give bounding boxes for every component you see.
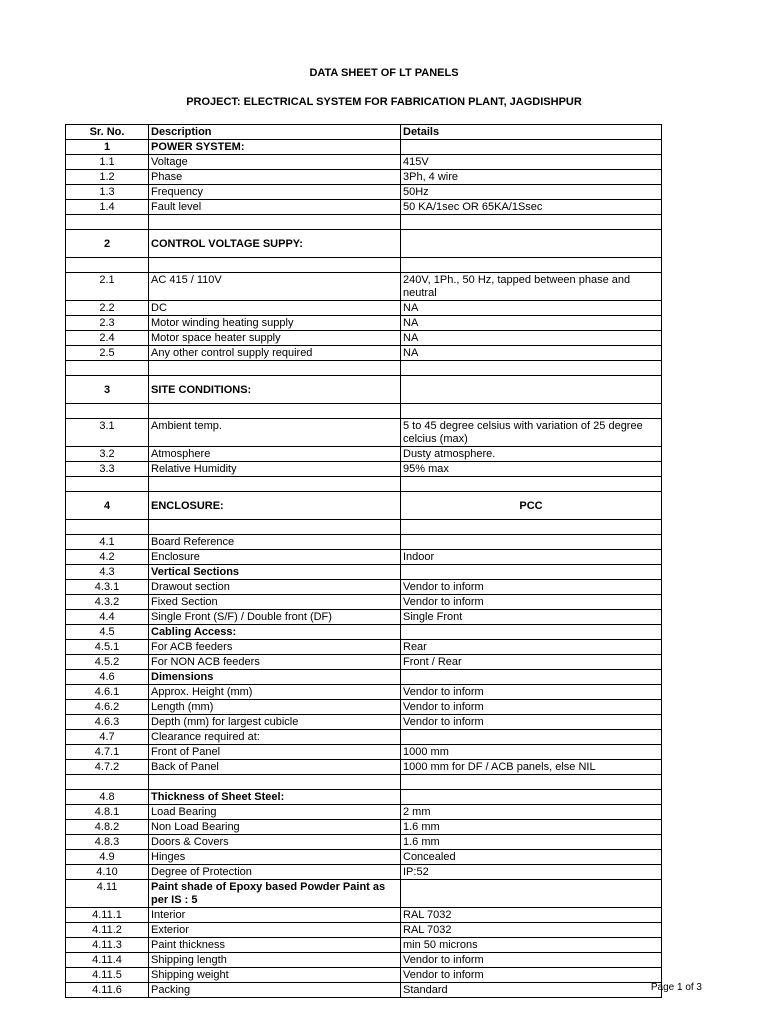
sr-cell: 4.11.2 [66,923,149,938]
details-cell: Vendor to inform [401,715,662,730]
page-number: Page 1 of 3 [650,982,702,993]
description-cell: Any other control supply required [149,346,401,361]
description-cell: Shipping weight [149,968,401,983]
details-cell: Vendor to inform [401,700,662,715]
sr-cell [66,258,149,273]
description-cell: Enclosure [149,550,401,565]
details-cell: 95% max [401,462,662,477]
description-cell: AC 415 / 110V [149,273,401,301]
table-row [66,923,662,938]
description-cell: Frequency [149,185,401,200]
description-cell: Load Bearing [149,805,401,820]
sr-cell: 4.4 [66,610,149,625]
description-cell [149,775,401,790]
table-row [66,850,662,865]
sr-cell: 4.6.3 [66,715,149,730]
sr-cell [66,215,149,230]
table-row [66,404,662,419]
description-cell: Degree of Protection [149,865,401,880]
table-row [66,685,662,700]
details-cell [401,625,662,640]
sr-cell: 4.6.2 [66,700,149,715]
table-row [66,760,662,775]
table-row [66,790,662,805]
table-header-row [66,125,662,140]
description-cell: Shipping length [149,953,401,968]
sr-cell: 4 [66,492,149,520]
description-cell: Hinges [149,850,401,865]
sr-cell: 4.7 [66,730,149,745]
details-cell: Vendor to inform [401,685,662,700]
sr-cell: 4.11.4 [66,953,149,968]
project-title: PROJECT: ELECTRICAL SYSTEM FOR FABRICATION PLANT, JAGDISHPUR [186,96,582,108]
description-cell: Depth (mm) for largest cubicle [149,715,401,730]
sr-cell: 3.2 [66,447,149,462]
details-cell [401,215,662,230]
table-row [66,820,662,835]
description-cell: Thickness of Sheet Steel: [149,790,401,805]
sr-cell: 4.7.2 [66,760,149,775]
data-sheet-table [65,124,662,998]
sr-cell: 4.3.2 [66,595,149,610]
description-cell: SITE CONDITIONS: [149,376,401,404]
details-cell: PCC [401,492,662,520]
table-row [66,258,662,273]
table-row [66,640,662,655]
table-row [66,670,662,685]
table-row [66,140,662,155]
details-cell [401,361,662,376]
table-row [66,492,662,520]
table-row [66,462,662,477]
sr-cell: 1.3 [66,185,149,200]
sr-cell: 4.6 [66,670,149,685]
sr-cell [66,520,149,535]
details-cell [401,880,662,908]
table-row [66,447,662,462]
details-cell: Standard [401,983,662,998]
table-row [66,655,662,670]
description-cell: Interior [149,908,401,923]
details-cell: min 50 microns [401,938,662,953]
table-row [66,376,662,404]
sr-cell: 2.1 [66,273,149,301]
sr-cell: 3 [66,376,149,404]
sr-cell: 4.8.1 [66,805,149,820]
table-row [66,550,662,565]
sr-cell: 4.11.6 [66,983,149,998]
table-row [66,215,662,230]
details-cell [401,140,662,155]
sr-cell: 2.4 [66,331,149,346]
sr-cell: 2.5 [66,346,149,361]
description-cell: POWER SYSTEM: [149,140,401,155]
sr-cell [66,404,149,419]
details-cell: 1.6 mm [401,835,662,850]
sr-cell: 2 [66,230,149,258]
table-row [66,346,662,361]
description-cell [149,361,401,376]
details-cell: Vendor to inform [401,580,662,595]
table-row [66,865,662,880]
details-cell: Concealed [401,850,662,865]
description-cell: Voltage [149,155,401,170]
table-row [66,230,662,258]
description-cell: Relative Humidity [149,462,401,477]
table-row [66,700,662,715]
details-cell: 2 mm [401,805,662,820]
description-cell: Paint thickness [149,938,401,953]
table-row [66,170,662,185]
details-cell: Single Front [401,610,662,625]
sr-cell: 4.5 [66,625,149,640]
sr-cell: 4.11.5 [66,968,149,983]
table-row [66,835,662,850]
details-cell: Vendor to inform [401,953,662,968]
table-row [66,419,662,447]
details-cell: 1.6 mm [401,820,662,835]
table-row [66,880,662,908]
table-row [66,565,662,580]
table-row [66,361,662,376]
table-row [66,610,662,625]
table-row [66,968,662,983]
description-cell [149,477,401,492]
description-cell: Cabling Access: [149,625,401,640]
header-details: Details [401,125,662,140]
table-row [66,983,662,998]
description-cell [149,404,401,419]
details-cell [401,520,662,535]
table-row [66,938,662,953]
details-cell: 240V, 1Ph., 50 Hz, tapped between phase and neutral [401,273,662,301]
table-row [66,316,662,331]
description-cell: Dimensions [149,670,401,685]
table-row [66,953,662,968]
sr-cell: 2.3 [66,316,149,331]
sr-cell: 4.11.1 [66,908,149,923]
table-row [66,715,662,730]
details-cell [401,775,662,790]
description-cell: Atmosphere [149,447,401,462]
description-cell: For NON ACB feeders [149,655,401,670]
sr-cell: 1.1 [66,155,149,170]
table-row [66,520,662,535]
description-cell: ENCLOSURE: [149,492,401,520]
table-row [66,185,662,200]
details-cell: 1000 mm for DF / ACB panels, else NIL [401,760,662,775]
details-cell: Rear [401,640,662,655]
details-cell: RAL 7032 [401,923,662,938]
description-cell: Exterior [149,923,401,938]
description-cell: CONTROL VOLTAGE SUPPY: [149,230,401,258]
description-cell: Length (mm) [149,700,401,715]
description-cell: Packing [149,983,401,998]
description-cell: Board Reference [149,535,401,550]
description-cell: Clearance required at: [149,730,401,745]
details-cell: 3Ph, 4 wire [401,170,662,185]
details-cell: Dusty atmosphere. [401,447,662,462]
sr-cell: 4.8.3 [66,835,149,850]
sr-cell: 3.3 [66,462,149,477]
description-cell: Fault level [149,200,401,215]
sr-cell: 2.2 [66,301,149,316]
table-row [66,580,662,595]
details-cell [401,258,662,273]
table-row [66,730,662,745]
sr-cell: 4.11 [66,880,149,908]
sr-cell: 4.8 [66,790,149,805]
details-cell: Vendor to inform [401,595,662,610]
sr-cell: 4.2 [66,550,149,565]
details-cell [401,376,662,404]
details-cell: 415V [401,155,662,170]
document-title: DATA SHEET OF LT PANELS [309,67,459,79]
description-cell: Ambient temp. [149,419,401,447]
details-cell: 5 to 45 degree celsius with variation of 25 degree celcius (max) [401,419,662,447]
sr-cell [66,775,149,790]
sr-cell: 1.2 [66,170,149,185]
description-cell [149,258,401,273]
description-cell: Front of Panel [149,745,401,760]
sr-cell: 4.1 [66,535,149,550]
table-row [66,477,662,492]
sr-cell: 3.1 [66,419,149,447]
description-cell: Paint shade of Epoxy based Powder Paint as per IS : 5 [149,880,401,908]
table-row [66,775,662,790]
header-sr-no: Sr. No. [66,125,149,140]
details-cell: IP:52 [401,865,662,880]
details-cell: 50Hz [401,185,662,200]
table-row [66,908,662,923]
sr-cell: 1.4 [66,200,149,215]
table-row [66,535,662,550]
sr-cell: 4.8.2 [66,820,149,835]
sr-cell: 4.6.1 [66,685,149,700]
table-row [66,155,662,170]
sr-cell: 4.9 [66,850,149,865]
sr-cell [66,477,149,492]
description-cell: For ACB feeders [149,640,401,655]
details-cell: 50 KA/1sec OR 65KA/1Ssec [401,200,662,215]
details-cell [401,535,662,550]
sr-cell: 4.5.2 [66,655,149,670]
description-cell: Drawout section [149,580,401,595]
table-row [66,745,662,760]
description-cell: Phase [149,170,401,185]
details-cell: NA [401,301,662,316]
details-cell: RAL 7032 [401,908,662,923]
sr-cell: 4.3 [66,565,149,580]
description-cell: Motor winding heating supply [149,316,401,331]
description-cell [149,520,401,535]
sr-cell: 4.5.1 [66,640,149,655]
description-cell: Non Load Bearing [149,820,401,835]
description-cell: Back of Panel [149,760,401,775]
description-cell: Single Front (S/F) / Double front (DF) [149,610,401,625]
details-cell [401,790,662,805]
sr-cell: 1 [66,140,149,155]
details-cell [401,404,662,419]
details-cell [401,730,662,745]
description-cell: Vertical Sections [149,565,401,580]
details-cell: NA [401,346,662,361]
table-row [66,331,662,346]
table-row [66,625,662,640]
sr-cell: 4.7.1 [66,745,149,760]
table-row [66,200,662,215]
sr-cell: 4.3.1 [66,580,149,595]
table-row [66,595,662,610]
details-cell: Vendor to inform [401,968,662,983]
table-row [66,273,662,301]
description-cell: Fixed Section [149,595,401,610]
description-cell: Approx. Height (mm) [149,685,401,700]
table-row [66,301,662,316]
header-description: Description [149,125,401,140]
sr-cell [66,361,149,376]
details-cell: Indoor [401,550,662,565]
details-cell [401,670,662,685]
sr-cell: 4.11.3 [66,938,149,953]
details-cell [401,565,662,580]
details-cell [401,477,662,492]
details-cell: NA [401,331,662,346]
description-cell: Doors & Covers [149,835,401,850]
details-cell: 1000 mm [401,745,662,760]
description-cell [149,215,401,230]
details-cell: NA [401,316,662,331]
details-cell [401,230,662,258]
sr-cell: 4.10 [66,865,149,880]
description-cell: Motor space heater supply [149,331,401,346]
details-cell: Front / Rear [401,655,662,670]
description-cell: DC [149,301,401,316]
table-row [66,805,662,820]
